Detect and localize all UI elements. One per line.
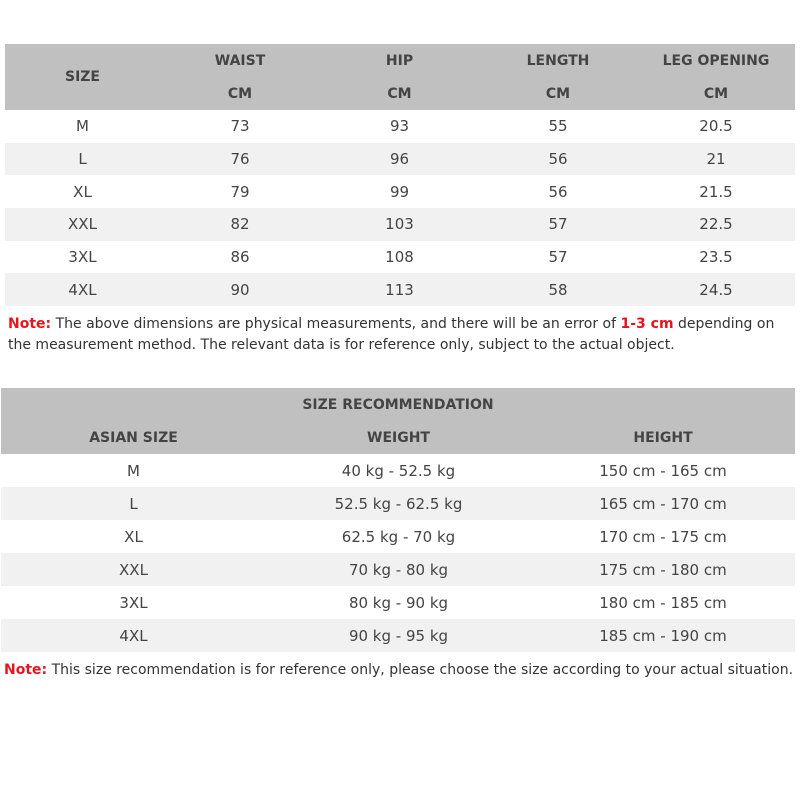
header-hip: HIP [385, 53, 414, 69]
cell-waist: 86 [230, 248, 250, 267]
header-waist: WAIST [214, 53, 266, 69]
header-length: LENGTH [526, 53, 590, 69]
cell-size: 3XL [119, 593, 148, 612]
cell-size: XL [73, 182, 92, 201]
size-chart-table [5, 44, 795, 306]
cell-length: 55 [548, 117, 568, 136]
header-height: HEIGHT [633, 429, 693, 446]
measurement-note [8, 314, 798, 356]
cell-hip: 103 [320, 208, 479, 241]
cell-leg-opening: 23.5 [699, 248, 733, 267]
cell-leg-opening: 20.5 [699, 117, 733, 136]
cell-size: M [76, 117, 89, 136]
recommendation-header-row [1, 421, 795, 454]
cell-leg-opening: 22.5 [637, 208, 795, 241]
cell-size: 4XL [1, 619, 266, 652]
cell-weight: 62.5 kg - 70 kg [341, 527, 456, 546]
cell-height: 180 cm - 185 cm [599, 593, 727, 612]
cell-weight: 52.5 kg - 62.5 kg [266, 487, 531, 520]
table-row [5, 175, 795, 208]
cell-hip: 113 [320, 273, 479, 306]
unit-waist: CM [227, 86, 253, 102]
cell-weight: 40 kg - 52.5 kg [341, 461, 456, 480]
cell-leg-opening: 21.5 [699, 182, 733, 201]
table-row [1, 619, 795, 652]
recommendation-title: SIZE RECOMMENDATION [302, 396, 494, 413]
cell-height: 170 cm - 175 cm [599, 527, 727, 546]
recommendation-note [4, 660, 794, 681]
cell-weight: 70 kg - 80 kg [266, 553, 531, 586]
cell-hip: 108 [385, 248, 414, 267]
table-row [5, 273, 795, 306]
cell-length: 58 [479, 273, 637, 306]
table-row [5, 110, 795, 143]
cell-weight: 90 kg - 95 kg [266, 619, 531, 652]
cell-size: 4XL [5, 273, 160, 306]
note-label: Note: [8, 316, 52, 332]
table-row [1, 553, 795, 586]
cell-length: 57 [479, 208, 637, 241]
header-asian-size: ASIAN SIZE [89, 429, 178, 446]
note-highlight: 1-3 cm [620, 316, 674, 332]
note-text-after: depending on the measurement method. The relevant data is for reference only, subject to the actual object. [8, 316, 775, 353]
cell-size: M [127, 461, 140, 480]
cell-height: 150 cm - 165 cm [599, 461, 727, 480]
cell-length: 57 [548, 248, 568, 267]
cell-size: XXL [1, 553, 266, 586]
cell-size: XL [124, 527, 143, 546]
table-row [5, 143, 795, 176]
table-row [5, 208, 795, 241]
header-leg-opening: LEG OPENING [662, 53, 770, 69]
size-recommendation-table [1, 388, 795, 652]
cell-waist: 76 [160, 143, 320, 176]
cell-length: 56 [479, 143, 637, 176]
table-row [1, 520, 795, 553]
cell-height: 165 cm - 170 cm [531, 487, 795, 520]
cell-height: 175 cm - 180 cm [531, 553, 795, 586]
cell-length: 56 [548, 182, 568, 201]
table-row [5, 241, 795, 274]
cell-leg-opening: 24.5 [637, 273, 795, 306]
note-text-before: The above dimensions are physical measurements, and there will be an error of [51, 316, 621, 332]
cell-size: L [5, 143, 160, 176]
cell-size: XXL [5, 208, 160, 241]
unit-hip: CM [387, 86, 412, 102]
cell-weight: 80 kg - 90 kg [348, 593, 449, 612]
cell-leg-opening: 21 [637, 143, 795, 176]
header-size: SIZE [64, 69, 100, 85]
cell-size: L [1, 487, 266, 520]
note-label: Note: [4, 662, 48, 678]
note-text: This size recommendation is for reference only, please choose the size according to your actual situation. [47, 662, 794, 678]
unit-leg-opening: CM [703, 86, 729, 102]
cell-waist: 90 [160, 273, 320, 306]
table-row [1, 586, 795, 619]
cell-waist: 73 [230, 117, 250, 136]
header-weight: WEIGHT [367, 429, 430, 446]
cell-waist: 82 [160, 208, 320, 241]
table-row [1, 454, 795, 487]
cell-hip: 93 [389, 117, 410, 136]
cell-size: 3XL [68, 248, 97, 267]
recommendation-title-row [1, 388, 795, 421]
cell-hip: 96 [320, 143, 479, 176]
cell-hip: 99 [389, 182, 410, 201]
cell-waist: 79 [230, 182, 250, 201]
table-row [1, 487, 795, 520]
unit-length: CM [545, 86, 571, 102]
size-chart-header-row [5, 44, 795, 78]
cell-height: 185 cm - 190 cm [531, 619, 795, 652]
